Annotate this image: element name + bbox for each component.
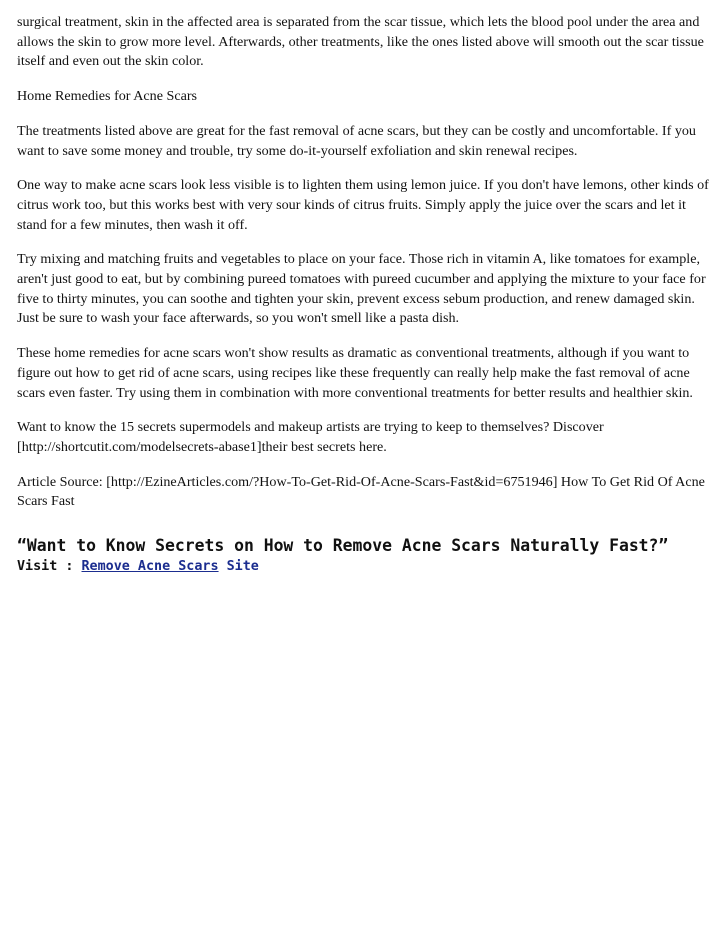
callout-box — [17, 535, 717, 577]
callout-visit-line — [17, 557, 717, 577]
visit-prefix: Visit : — [17, 559, 82, 575]
paragraph-secrets-promo: Want to know the 15 secrets supermodels and makeup artists are trying to keep to themselves? Discover [http://shortcutit.com/modelsecrets-abase1]their best secrets here. — [17, 419, 604, 455]
section-heading-home-remedies: Home Remedies for Acne Scars — [17, 88, 198, 105]
paragraph-treatments-cost: The treatments listed above are great for the fast removal of acne scars, but they can be costly and uncomfortable. If you want to save some money and trouble, try some do-it-yourself exfoliation and skin renewal recipes. — [17, 122, 696, 159]
document-page — [17, 13, 717, 577]
paragraph-article-source: Article Source: [http://EzineArticles.com/?How-To-Get-Rid-Of-Acne-Scars-Fast&id=6751946] How To Get Rid Of Acne Scars Fast — [17, 473, 705, 510]
paragraph-home-remedies-results: These home remedies for acne scars won't show results as dramatic as conventional treatments, although if you want to figure out how to get rid of acne scars, using recipes like these frequently can really help make the fast removal of acne scars even faster. Try using them in combination with more conventional treatments for better results and healthier skin. — [17, 345, 693, 401]
remove-acne-scars-link[interactable]: Remove Acne Scars — [81, 559, 219, 575]
visit-suffix: Site — [226, 559, 259, 575]
intro-paragraph: surgical treatment, skin in the affected area is separated from the scar tissue, which lets the blood pool under the area and allows the skin to grow more level. Afterwards, other treatments, like the ones listed above will smooth out the scar tissue itself and even out the skin color. — [17, 14, 704, 70]
paragraph-lemon-juice: One way to make acne scars look less visible is to lighten them using lemon juice. If you don't have lemons, other kinds of citrus work too, but this works best with very sour kinds of citrus fruits. Simply apply the juice over the scars and let it stand for a few minutes, then wash it off. — [17, 177, 709, 233]
callout-title: “Want to Know Secrets on How to Remove Acne Scars Naturally Fast?” — [17, 536, 669, 556]
paragraph-fruits-vegetables: Try mixing and matching fruits and vegetables to place on your face. Those rich in vitamin A, like tomatoes for example, aren't just good to eat, but by combining pureed tomatoes with pureed cucumber and applying the mixture to your face for five to thirty minutes, you can soothe and tighten your skin, prevent excess sebum production, and renew damaged skin. Just be sure to wash your face afterwards, so you won't smell like a pasta dish. — [17, 251, 706, 327]
